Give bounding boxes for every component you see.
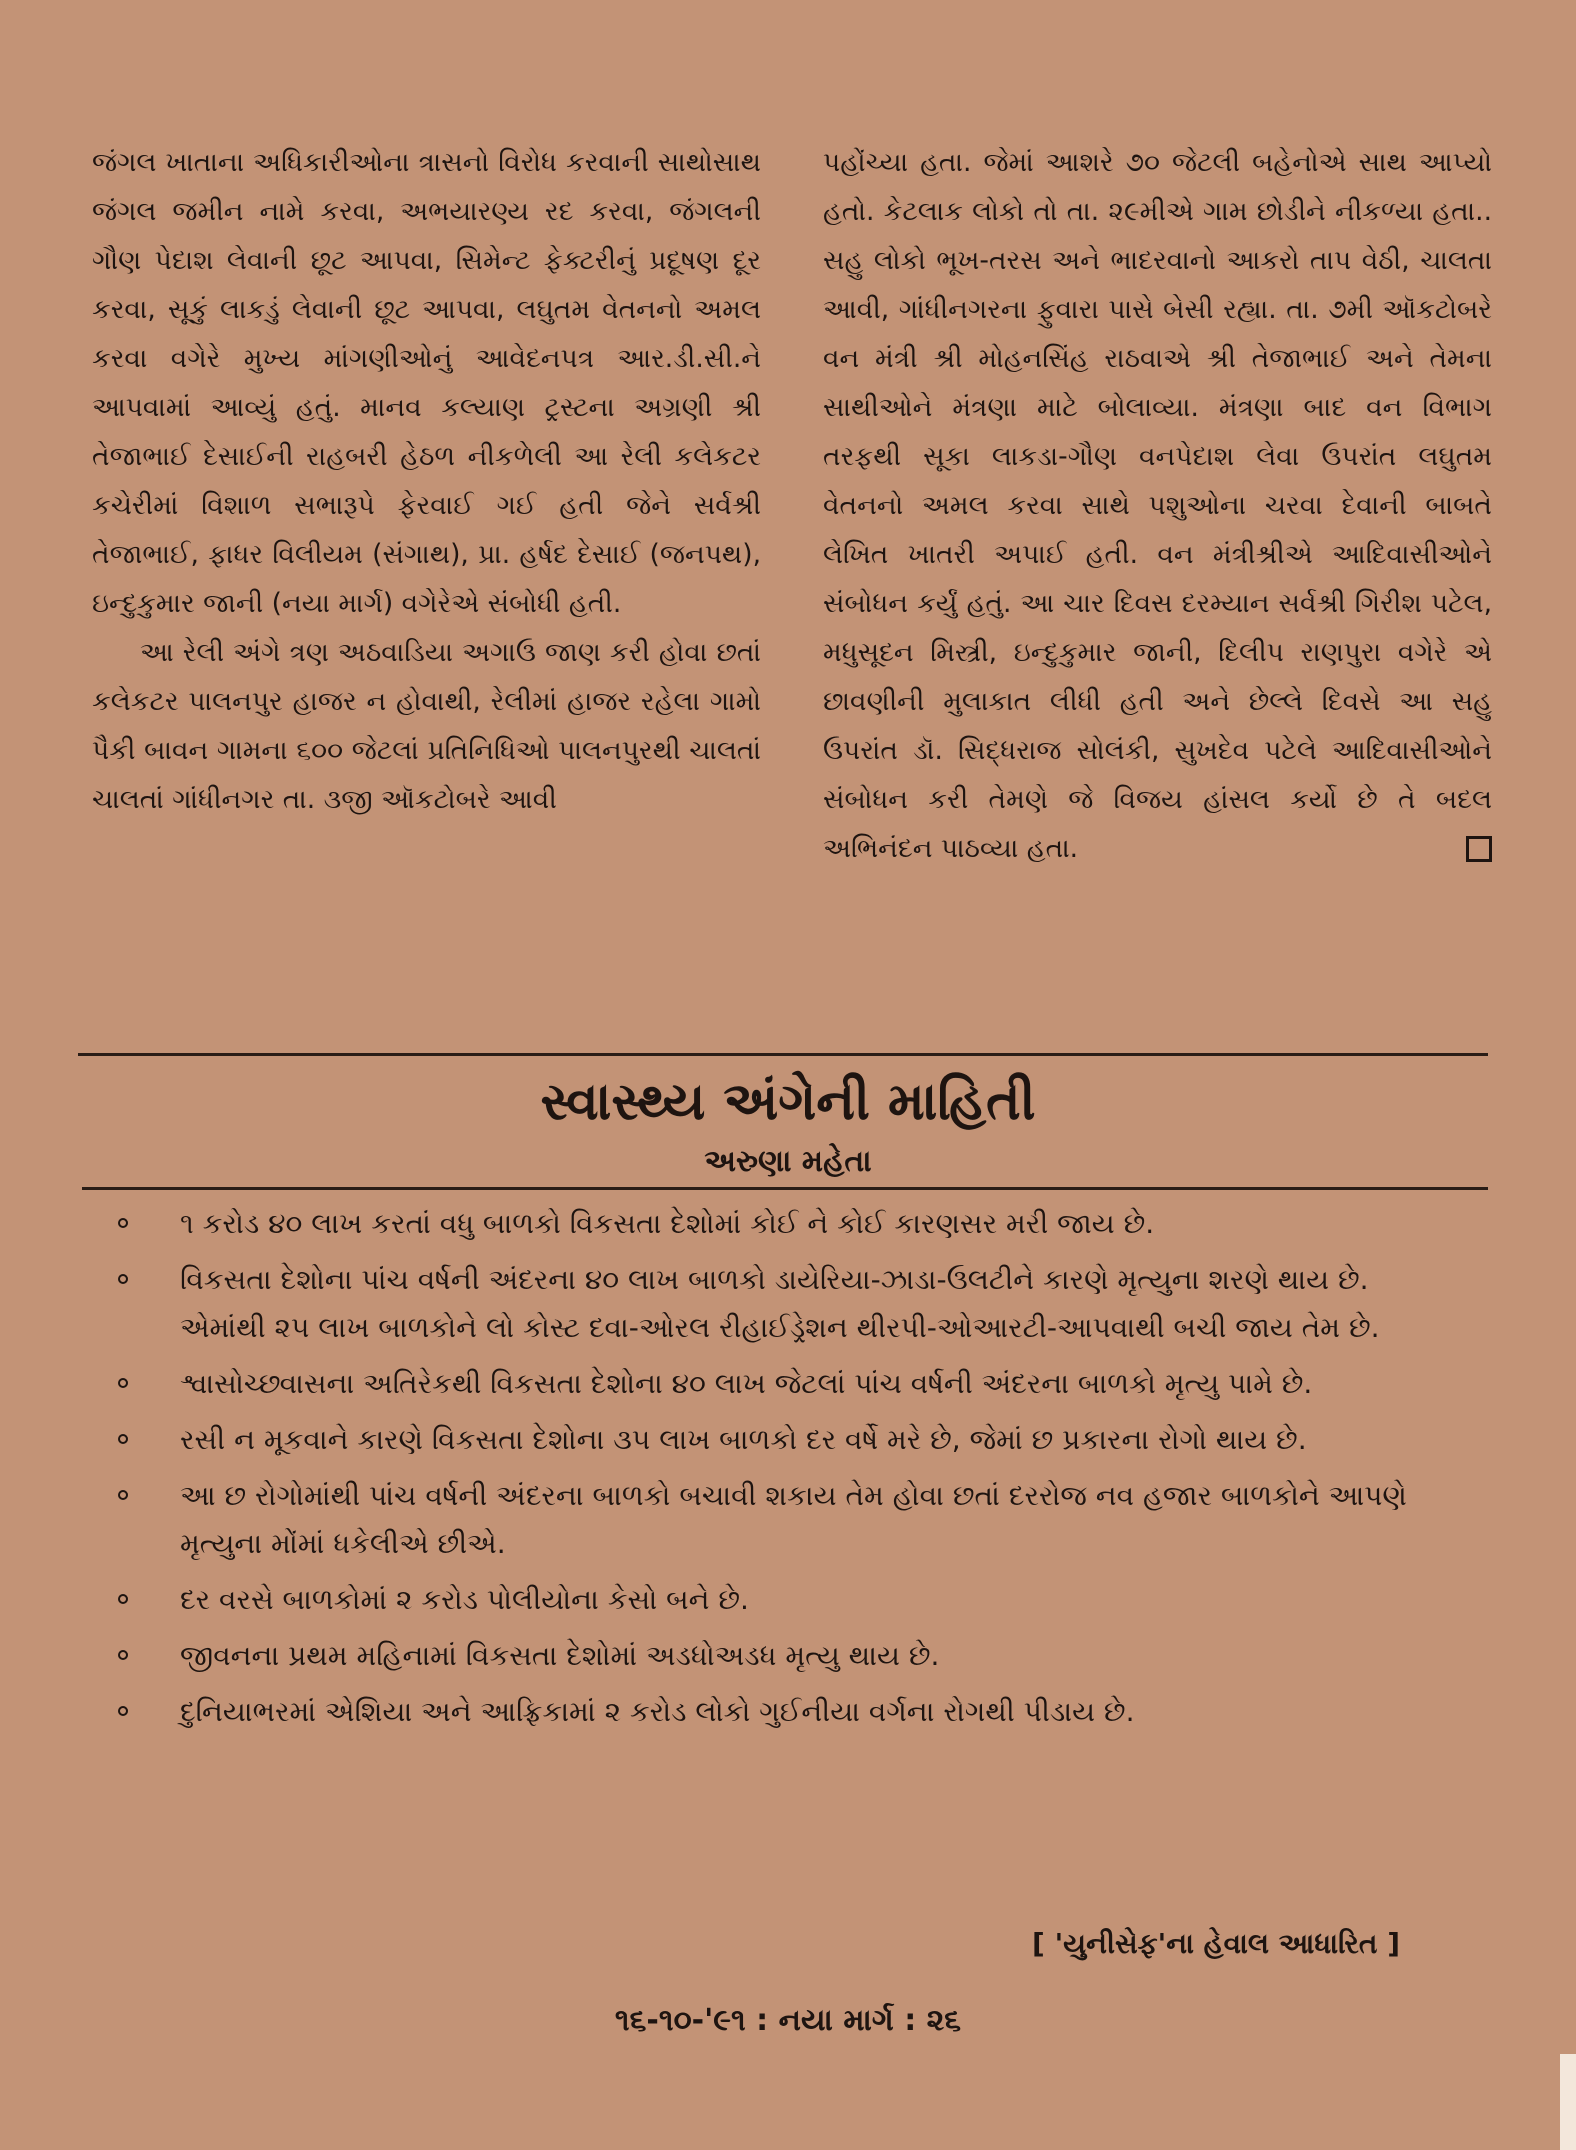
- health-facts-list: [108, 1200, 1458, 1744]
- page-edge-strip: [1560, 2054, 1576, 2150]
- report-columns: [92, 138, 1492, 1018]
- fact-text: વિકસતા દેશોના પાંચ વર્ષની અંદરના ૪૦ લાખ બાળકો ડાયેરિયા-ઝાડા-ઉલટીને કારણે મૃત્યુના શરણે થાય છે. એમાંથી ૨૫ લાખ બાળકોને લો કોસ્ટ દવા-ઓરલ રીહાઈડ્રેશન થીરપી-ઓઆરટી-આપવાથી બચી જાય તેમ છે.: [180, 1263, 1380, 1344]
- end-of-article-square-icon: [1466, 836, 1492, 862]
- right-paragraph-text: પહોંચ્યા હતા. જેમાં આશરે ૭૦ જેટલી બહેનોએ સાથ આપ્યો હતો. કેટલાક લોકો તો તા. ૨૯મીએ ગામ છોડીને નીકળ્યા હતા.. સહુ લોકો ભૂખ-તરસ અને ભાદરવાનો આકરો તાપ વેઠી, ચાલતા આવી, ગાંધીનગરના ફુવારા પાસે બેસી રહ્યા. તા. ૭મી ઑકટોબરે વન મંત્રી શ્રી મોહનસિંહ રાઠવાએ શ્રી તેજાભાઈ અને તેમના સાથીઓને મંત્રણા માટે બોલાવ્યા. મંત્રણા બાદ વન વિભાગ તરફથી સૂકા લાકડા-ગૌણ વનપેદાશ લેવા ઉપરાંત લઘુતમ વેતનનો અમલ કરવા સાથે પશુઓના ચરવા દેવાની બાબતે લેખિત ખાતરી અપાઈ હતી. વન મંત્રીશ્રીએ આદિવાસીઓને સંબોધન કર્યું હતું. આ ચાર દિવસ દરમ્યાન સર્વશ્રી ગિરીશ પટેલ, મધુસૂદન મિસ્ત્રી, ઇન્દુકુમાર જાની, દિલીપ રાણપુરા વગેરે એ છાવણીની મુલાકાત લીધી હતી અને છેલ્લે દિવસે આ સહુ ઉપરાંત ડૉ. સિદ્ધરાજ સોલંકી, સુખદેવ પટેલે આદિવાસીઓને સંબોધન કરી તેમણે જે વિજય હાંસલ કર્યો છે તે બદલ અભિનંદન પાઠવ્યા હતા.: [823, 147, 1492, 864]
- bullet-circle-icon: [118, 1274, 128, 1284]
- left-column: [92, 138, 761, 1018]
- bullet-circle-icon: [118, 1594, 128, 1604]
- bullet-circle-icon: [118, 1650, 128, 1660]
- bullet-circle-icon: [118, 1434, 128, 1444]
- fact-item: [108, 1200, 1458, 1248]
- fact-item: [108, 1360, 1458, 1408]
- article-author: અરુણા મહેતા: [704, 1144, 872, 1179]
- bullet-circle-icon: [118, 1218, 128, 1228]
- fact-text: દુનિયાભરમાં એશિયા અને આફ્રિકામાં ૨ કરોડ લોકો ગુઈનીયા વર્ગના રોગથી પીડાય છે.: [180, 1695, 1135, 1728]
- section-divider-bottom: [82, 1187, 1488, 1190]
- article-title: સ્વાસ્થ્ય અંગેની માહિતી: [540, 1072, 1036, 1132]
- left-paragraph-2: આ રેલી અંગે ત્રણ અઠવાડિયા અગાઉ જાણ કરી હોવા છતાં કલેકટર પાલનપુર હાજર ન હોવાથી, રેલીમાં હાજર રહેલા ગામો પૈકી બાવન ગામના ૬૦૦ જેટલાં પ્રતિનિધિઓ પાલનપુરથી ચાલતાં ચાલતાં ગાંધીનગર તા. ૩જી ઑકટોબરે આવી: [92, 637, 761, 815]
- fact-item: [108, 1632, 1458, 1680]
- fact-item: [108, 1256, 1458, 1352]
- fact-text: રસી ન મૂકવાને કારણે વિકસતા દેશોના ૩૫ લાખ બાળકો દર વર્ષે મરે છે, જેમાં છ પ્રકારના રોગો થાય છે.: [180, 1423, 1307, 1456]
- bullet-circle-icon: [118, 1706, 128, 1716]
- bullet-circle-icon: [118, 1378, 128, 1388]
- fact-text: દર વરસે બાળકોમાં ૨ કરોડ પોલીયોના કેસો બને છે.: [180, 1583, 749, 1616]
- left-paragraph-1: જંગલ ખાતાના અધિકારીઓના ત્રાસનો વિરોધ કરવાની સાથોસાથ જંગલ જમીન નામે કરવા, અભયારણ્ય રદ કરવા, જંગલની ગૌણ પેદાશ લેવાની છૂટ આપવા, સિમેન્ટ ફેક્ટરીનું પ્રદૂષણ દૂર કરવા, સૂકું લાકડું લેવાની છૂટ આપવા, લઘુતમ વેતનનો અમલ કરવા વગેરે મુખ્ય માંગણીઓનું આવેદનપત્ર આર.ડી.સી.ને આપવામાં આવ્યું હતું. માનવ કલ્યાણ ટ્રસ્ટના અગ્રણી શ્રી તેજાભાઈ દેસાઈની રાહબરી હેઠળ નીકળેલી આ રેલી કલેકટર કચેરીમાં વિશાળ સભારૂપે ફેરવાઈ ગઈ હતી જેને સર્વશ્રી તેજાભાઈ, ફાધર વિલીયમ (સંગાથ), પ્રા. હર્ષદ દેસાઈ (જનપથ), ઇન્દુકુમાર જાની (નયા માર્ગ) વગેરેએ સંબોધી હતી.: [92, 147, 761, 619]
- fact-item: [108, 1472, 1458, 1568]
- bullet-circle-icon: [118, 1490, 128, 1500]
- fact-text: આ છ રોગોમાંથી પાંચ વર્ષની અંદરના બાળકો બચાવી શકાય તેમ હોવા છતાં દરરોજ નવ હજાર બાળકોને આપણે મૃત્યુના મોંમાં ધકેલીએ છીએ.: [180, 1479, 1407, 1560]
- fact-text: ૧ કરોડ ૪૦ લાખ કરતાં વધુ બાળકો વિકસતા દેશોમાં કોઈ ને કોઈ કારણસર મરી જાય છે.: [180, 1207, 1155, 1240]
- right-paragraph-1: [823, 138, 1492, 873]
- right-column: [823, 138, 1492, 1018]
- fact-item: [108, 1688, 1458, 1736]
- source-note: [ 'યુનીસેફ'ના હેવાલ આધારિત ]: [1032, 1927, 1400, 1960]
- fact-item: [108, 1416, 1458, 1464]
- fact-item: [108, 1576, 1458, 1624]
- section-divider-top: [78, 1053, 1488, 1056]
- fact-text: જીવનના પ્રથમ મહિનામાં વિકસતા દેશોમાં અડધોઅડધ મૃત્યુ થાય છે.: [180, 1639, 940, 1672]
- page-footer: ૧૬-૧૦-'૯૧ : નયા માર્ગ : ૨૬: [614, 2003, 962, 2038]
- fact-text: શ્વાસોચ્છ્વાસના અતિરેકથી વિકસતા દેશોના ૪૦ લાખ જેટલાં પાંચ વર્ષની અંદરના બાળકો મૃત્યુ પામે છે.: [180, 1367, 1313, 1400]
